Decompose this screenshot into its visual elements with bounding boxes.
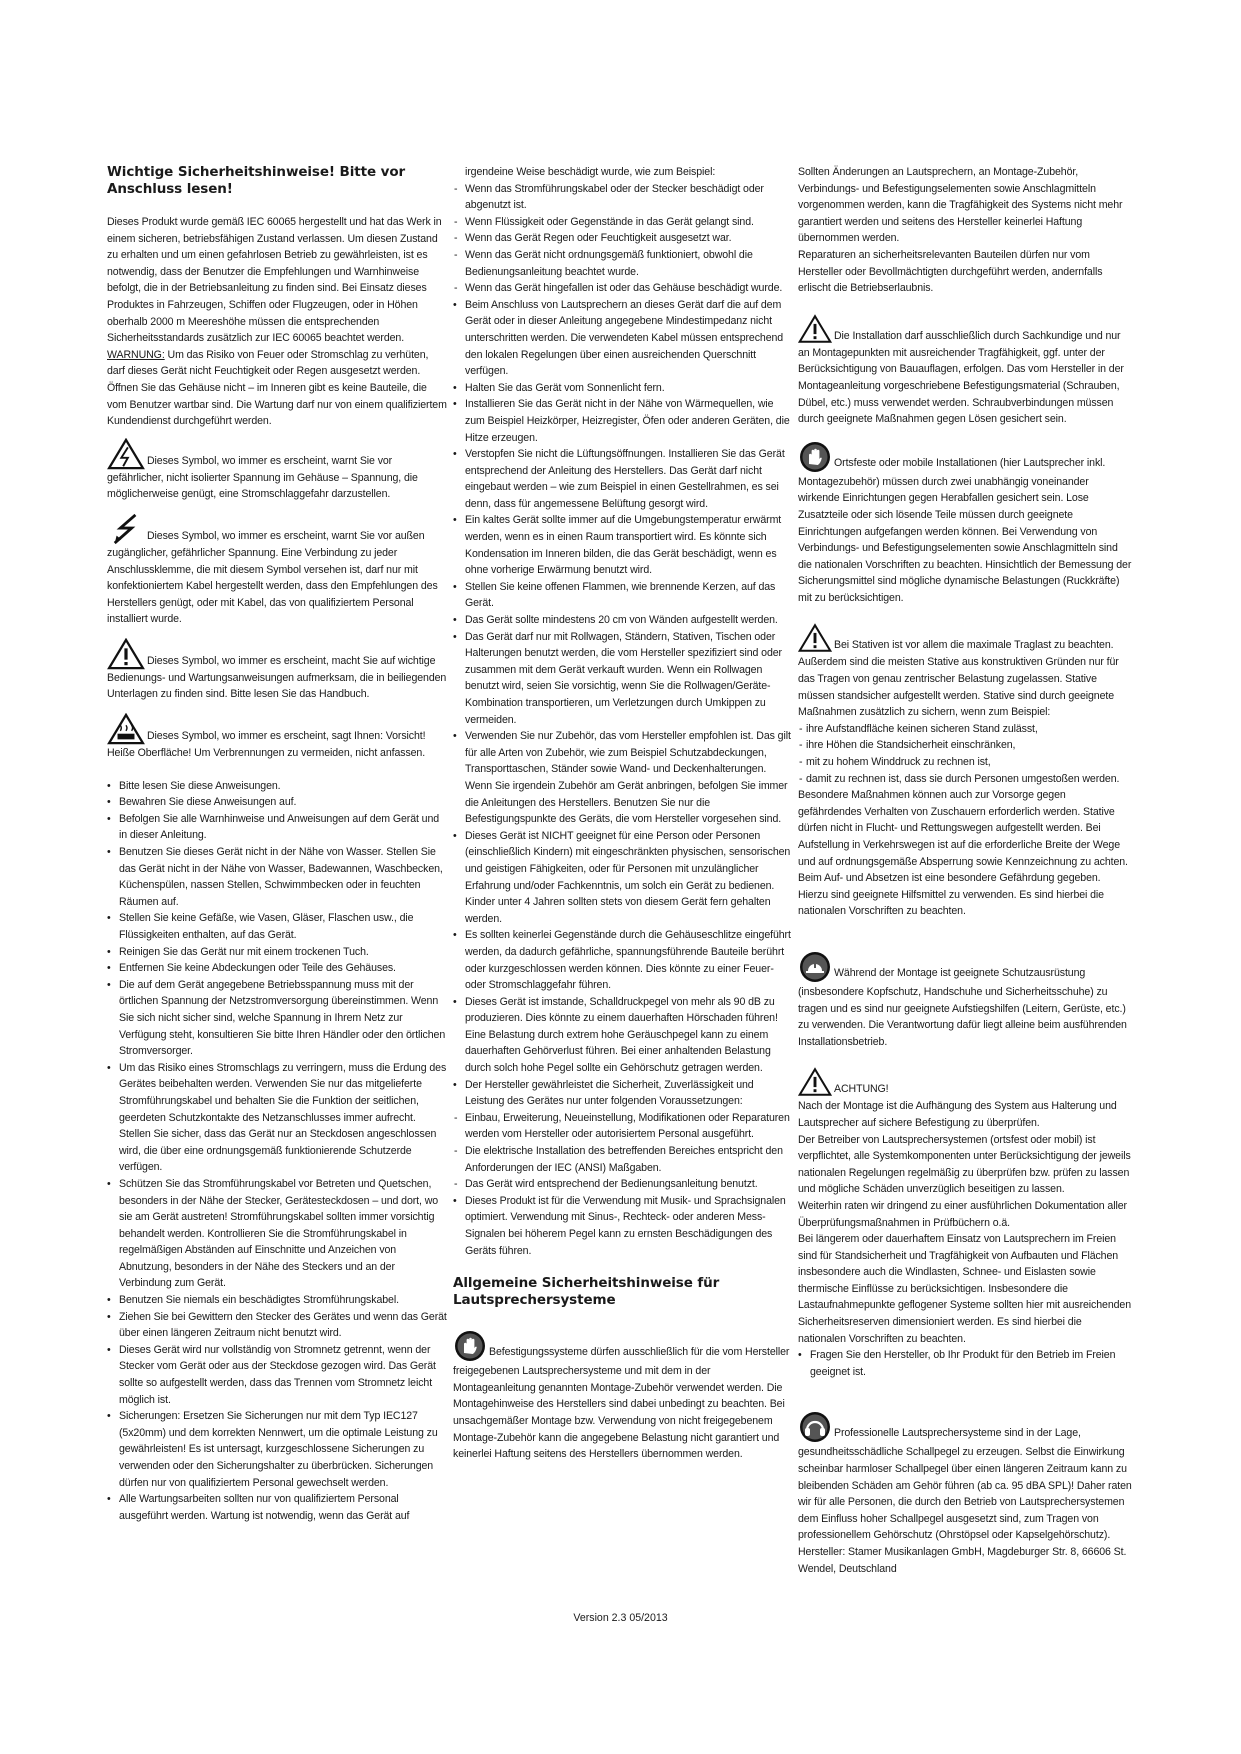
symbol-explanation-hot-surface — [107, 713, 447, 762]
column-left — [107, 164, 447, 1524]
list-item: • Reinigen Sie das Gerät nur mit einem trockenen Tuch. — [107, 944, 447, 961]
fixed-installation-paragraph — [798, 440, 1132, 607]
special-measures-text: Besondere Maßnahmen können auch zur Vorsorge gegen gefährdendes Verhalten von Zuschauern erforderlich werden. Stative dürfen nicht in Flucht- und Rettungswegen aufgestellt werden. Bei Aufstellung in Verkehrswegen ist auf die erforderliche Breite der Wege und auf ordnungsgemäße Absperrung sowie Kennzeichnung zu achten. Beim Auf- und Absetzen ist eine besondere Gefährdung gegeben. Hierzu sind geeignete Hilfsmittel zu verwenden. Es sind hierbei die nationalen Vorschriften zu beachten. — [798, 789, 1128, 918]
installation-text: Die Installation darf ausschließlich durch Sachkundige und nur an Montagepunkten mit ausreichender Tragfähigkeit, ggf. unter der Berücksichtigung von Bauauflagen, erfolgen. Das vom Hersteller in der Montageanleitung vorgeschriebene Befestigungsmaterial (Schrauben, Dübel, etc.) muss verwendet werden. Schraubverbindungen müssen durch geeignete Maßnahmen gegen Lösen gesichert sein. — [798, 329, 1124, 426]
symbol-voltage-text: Dieses Symbol, wo immer es erscheint, warnt Sie vor gefährlicher, nicht isolierter Spannung im Gehäuse – Spannung, die möglicherweise genügt, eine Stromschlaggefahr darzustellen. — [107, 454, 418, 501]
list-item: - damit zu rechnen ist, dass sie durch Personen umgestoßen werden. — [798, 771, 1132, 788]
column-right — [798, 164, 1132, 1577]
conditions-list — [453, 1110, 795, 1193]
caution-block — [798, 1066, 1132, 1380]
continuation-line: irgendeine Weise beschädigt wurde, wie zum Beispiel: — [465, 166, 716, 178]
modification-paragraph: Sollten Änderungen an Lautsprechern, an Montage-Zubehör, Verbindungs- und Befestigungselementen sowie Anschlagmitteln vorgenommen werden, kann die Tragfähigkeit des Systems nicht mehr garantiert werden und seitens des Hersteller keinerlei Haftung übernommen werden. — [798, 166, 1123, 245]
list-item: - mit zu hohem Winddruck zu rechnen ist, — [798, 754, 1132, 771]
safety-bullet-list — [107, 778, 447, 1525]
ear-protection-circle-icon — [798, 1410, 832, 1444]
list-item: • Das Gerät sollte mindestens 20 cm von Wänden aufgestellt werden. — [453, 612, 795, 629]
list-item: - Die elektrische Installation des betreffenden Bereiches entspricht den Anforderungen der IEC (ANSI) Maßgaben. — [453, 1143, 795, 1176]
symbol-exclamation-text: Dieses Symbol, wo immer es erscheint, macht Sie auf wichtige Bedienungs- und Wartungsanweisungen aufmerksam, die in beiliegenden Unterlagen zu finden sind. Bitte lesen Sie das Handbuch. — [107, 654, 447, 701]
damage-conditions-list — [453, 181, 795, 297]
list-item: - ihre Aufstandfläche keinen sicheren Stand zulässt, — [798, 721, 1132, 738]
list-item: • Stellen Sie keine offenen Flammen, wie brennende Kerzen, auf das Gerät. — [453, 579, 795, 612]
signal-bullet-list — [453, 1193, 795, 1259]
list-item: • Installieren Sie das Gerät nicht in der Nähe von Wärmequellen, wie zum Beispiel Heizkörper, Heizregister, Öfen oder anderen Geräten, die Hitze erzeugen. — [453, 396, 795, 446]
hearing-protection-text: Professionelle Lautsprechersysteme sind in der Lage, gesundheitsschädliche Schallpegel zu erzeugen. Selbst die Einwirkung scheinbar harmloser Schallpegel über einen längeren Zeitraum kann zu bleibenden Schäden am Gehör führen (ab ca. 95 dBA SPL)! Daher raten wir für alle Personen, die durch den Betrieb von Lautsprechersystemen dem Einfluss hoher Schallpegel ausgesetzt sind, zum Tragen von professionellem Gehörschutz (Ohrstöpsel oder Kapselgehörschutz). — [798, 1427, 1132, 1542]
list-item: - Wenn das Gerät nicht ordnungsgemäß funktioniert, obwohl die Bedienungsanleitung beachtet wurde. — [453, 247, 795, 280]
list-item: • Bitte lesen Sie diese Anweisungen. — [107, 778, 447, 795]
caution-paragraph-4: Bei längerem oder dauerhaftem Einsatz von Lautsprechern im Freien sind für Standsicherheit und Tragfähigkeit von Aufbauten und Flächen insbesondere auch die Windlasten, Schnee- und Eislasten sowie thermische Einflüsse zu berücksichtigen. Insbesondere die Lastaufnahmepunkte geflogener Systeme sollten hier mit ausreichenden Sicherheitsreserven dimensioniert werden. Es sind hierbei die nationalen Vorschriften zu beachten. — [798, 1233, 1131, 1345]
stand-text: Bei Stativen ist vor allem die maximale Traglast zu beachten. Außerdem sind die meisten Stative aus konstruktiven Gründen nur für das Tragen von genau zentrischer Belastung zugelassen. Stative müssen standsicher aufgestellt werden. Stative sind durch geeignete Maßnahmen zusätzlich zu sichern, wenn zum Beispiel: — [798, 639, 1119, 719]
caution-paragraph-3: Weiterhin raten wir dringend zu einer ausführlichen Dokumentation aller Überprüfungsmaßnahmen in Prüfbüchern o.ä. — [798, 1199, 1127, 1229]
list-item: - Wenn Flüssigkeit oder Gegenstände in das Gerät gelangt sind. — [453, 214, 795, 231]
list-item: • Ein kaltes Gerät sollte immer auf die Umgebungstemperatur erwärmt werden, wenn es in einen Raum transportiert wird. Es könnte sich Kondensation im Inneren bilden, die das Gerät beschädigt, wenn es ohne vorherige Erwärmung benutzt wird. — [453, 512, 795, 578]
list-item: - Wenn das Gerät hingefallen ist oder das Gehäuse beschädigt wurde. — [453, 280, 795, 297]
intro-paragraph: Dieses Produkt wurde gemäß IEC 60065 hergestellt und hat das Werk in einem sicheren, betriebsfähigen Zustand verlassen. Um diesen Zustand zu erhalten und um einen gefahrlosen Betrieb zu gewährleisten, ist es notwendig, dass der Benutzer die Empfehlungen und Warnhinweise befolgt, die in der Betriebsanleitung zu finden sind. Bei Einsatz dieses Produktes in Fahrzeugen, Schiffen oder Flugzeugen, oder in Höhen oberhalb 2000 m Meereshöhe müssen die entsprechenden Sicherheitsstandards zusätzlich zur IEC 60065 beachtet werden. — [107, 216, 442, 345]
exclamation-triangle-icon — [798, 313, 832, 345]
list-item: • Verwenden Sie nur Zubehör, das vom Hersteller empfohlen ist. Das gilt für alle Arten von Zubehör, wie zum Beispiel Schutzabdeckungen, Transporttaschen, Ständer sowie Wand- und Deckenhalterungen. Wenn Sie irgendein Zubehör am Gerät anbringen, befolgen Sie immer die Anleitungen des Herstellers. Benutzen Sie nur die Befestigungspunkte des Geräts, die vom Hersteller vorgesehen sind. — [453, 728, 795, 828]
voltage-warning-triangle-icon — [107, 438, 145, 470]
protective-equipment-text: Während der Montage ist geeignete Schutzausrüstung (insbesondere Kopfschutz, Handschuhe und Sicherheitsschuhe) zu tragen und es sind nur geeignete Aufstiegshilfen (Leitern, Gerüste, etc.) zu verwenden. Die Verantwortung dafür liegt alleine beim ausführenden Installationsbetrieb. — [798, 966, 1127, 1048]
list-item: • Benutzen Sie dieses Gerät nicht in der Nähe von Wasser. Stellen Sie das Gerät nicht in der Nähe von Wasser, Badewannen, Waschbecken, Küchenspülen, nassen Stellen, Schwimmbecken oder in feuchten Räumen auf. — [107, 844, 447, 910]
warning-text: Um das Risiko von Feuer oder Stromschlag zu verhüten, darf dieses Gerät nicht Feuchtigkeit oder Regen ausgesetzt werden. Öffnen Sie das Gehäuse nicht – im Inneren gibt es keine Bauteile, die vom Benutzer wartbar sind. Die Wartung darf nur von einem qualifiziertem Kundendienst durchgeführt werden. — [107, 348, 447, 428]
list-item: • Fragen Sie den Hersteller, ob Ihr Produkt für den Betrieb im Freien geeignet ist. — [798, 1347, 1132, 1380]
column-middle — [453, 164, 795, 1463]
list-item: • Dieses Produkt ist für die Verwendung mit Musik- und Sprachsignalen optimiert. Verwendung mit Sinus-, Rechteck- oder anderen Mess-Signalen bei höherem Pegel kann zu ernsten Beschädigungen des Geräts führen. — [453, 1193, 795, 1259]
stop-hand-circle-icon — [798, 440, 832, 474]
version-footer: Version 2.3 05/2013 — [573, 1612, 668, 1624]
hot-surface-triangle-icon — [107, 713, 145, 745]
mounting-text: Befestigungssysteme dürfen ausschließlich für die vom Hersteller freigegebenen Lautsprechersysteme und mit dem in der Montageanleitung genannten Montage-Zubehör verwendet werden. Die Montagehinweise des Herstellers sind dabei unbedingt zu beachten. Bei unsachgemäßer Montage bzw. Verwendung von nicht freigegebenem Montage-Zubehör kann die angegebene Belastung nicht garantiert und keinerlei Haftung seitens des Herstellers übernommen werden. — [453, 1346, 790, 1461]
caution-paragraph-2: Der Betreiber von Lautsprechersystemen (ortsfest oder mobil) ist verpflichtet, alle Systemkomponenten unter Berücksichtigung der jeweils nationalen Regelungen regelmäßig zu überprüfen bzw. prüfen zu lassen und mögliche Schäden unverzüglich beseitigen zu lassen. — [798, 1133, 1131, 1196]
exclamation-triangle-icon — [798, 1066, 832, 1098]
list-item: • Entfernen Sie keine Abdeckungen oder Teile des Gehäuses. — [107, 960, 447, 977]
list-item: - ihre Höhen die Standsicherheit einschränken, — [798, 737, 1132, 754]
mounting-paragraph — [453, 1329, 795, 1463]
list-item: • Verstopfen Sie nicht die Lüftungsöffnungen. Installieren Sie das Gerät entsprechend der Anleitung des Herstellers. Das Gerät darf nicht eingebaut werden – wie zum Beispiel in einen Gestellrahmen, es sei denn, dass für angemessene Belüftung gesorgt wird. — [453, 446, 795, 512]
list-item: • Um das Risiko eines Stromschlags zu verringern, muss die Erdung des Gerätes beibehalten werden. Verwenden Sie nur das mitgelieferte Stromführungskabel und behalten Sie die Funktion der seitlichen, geerdeten Schutzkontakte des Netzanschlusses immer aufrecht. Stellen Sie sicher, dass das Gerät nur an Steckdosen angeschlossen wird, die über eine ordnungsgemäß funktionierende Schutzerde verfügen. — [107, 1060, 447, 1176]
protective-equipment-paragraph — [798, 950, 1132, 1050]
list-item: • Dieses Gerät ist imstande, Schalldruckpegel von mehr als 90 dB zu produzieren. Dies könnte zu einem dauerhaften Hörschaden führen! Eine Belastung durch extrem hohe Geräuschpegel kann zu einem dauerhaften Gehörverlust führen. Bei einer anhaltenden Belastung durch solch hohe Pegel sollte ein Gehörschutz getragen werden. — [453, 994, 795, 1077]
outdoor-bullet-list — [798, 1347, 1132, 1380]
list-item: • Die auf dem Gerät angegebene Betriebsspannung muss mit der örtlichen Spannung der Netzstromversorgung übereinstimmen. Wenn Sie sich nicht sicher sind, welche Spannung in Ihrem Netz zur Verfügung steht, konsultieren Sie bitte Ihren Händler oder den örtlichen Stromversorger. — [107, 977, 447, 1060]
exclamation-triangle-icon — [798, 622, 832, 654]
stop-hand-circle-icon — [453, 1329, 487, 1363]
manufacturer-address: Hersteller: Stamer Musikanlagen GmbH, Magdeburger Str. 8, 66606 St. Wendel, Deutschland — [798, 1546, 1127, 1575]
exclamation-triangle-icon — [107, 638, 145, 670]
list-item: • Beim Anschluss von Lautsprechern an dieses Gerät darf die auf dem Gerät oder in dieser Anleitung angegebene Mindestimpedanz nicht unterschritten werden. Die verwendeten Kabel müssen entsprechend den lokalen Regelungen über einen ausreichenden Querschnitt verfügen. — [453, 297, 795, 380]
warning-paragraph — [107, 347, 447, 430]
list-item: • Dieses Gerät ist NICHT geeignet für eine Person oder Personen (einschließlich Kindern) mit eingeschränkten physischen, sensorischen und geistigen Fähigkeiten, oder für Personen mit unzulänglicher Erfahrung und/oder Fachkenntnis, um solch ein Gerät zu bedienen. Kinder unter 4 Jahren sollten stets von diesem Gerät fern gehalten werden. — [453, 828, 795, 928]
list-item: • Schützen Sie das Stromführungskabel vor Betreten und Quetschen, besonders in der Nähe der Stecker, Gerätesteckdosen – und dort, wo sie am Gerät austreten! Stromführungskabel sollten immer vorsichtig behandelt werden. Kontrollieren Sie die Stromführungskabel in regelmäßigen Abständen auf Einschnitte und Anzeichen von Abnutzung, besonders in der Nähe des Steckers und an der Verbindung zum Gerät. — [107, 1176, 447, 1292]
list-item: • Benutzen Sie niemals ein beschädigtes Stromführungskabel. — [107, 1292, 447, 1309]
list-item: • Der Hersteller gewährleistet die Sicherheit, Zuverlässigkeit und Leistung des Gerätes nur unter folgenden Voraussetzungen: — [453, 1077, 795, 1110]
symbol-explanation-exclamation — [107, 638, 447, 703]
symbol-lightning-text: Dieses Symbol, wo immer es erscheint, warnt Sie vor außen zugänglicher, gefährlicher Spannung. Eine Verbindung zu jeder Anschlussklemme, die mit diesem Symbol versehen ist, darf nur mit konfektioniertem Kabel hergestellt werden, dass den Empfehlungen des Herstellers genügt, oder mit Kabel, das von qualifiziertem Personal installiert wurde. — [107, 529, 438, 626]
lightning-bolt-icon — [107, 513, 145, 545]
caution-paragraph-1: Nach der Montage ist die Aufhängung des System aus Halterung und Lautsprecher auf sichere Befestigung zu überprüfen. — [798, 1100, 1117, 1129]
list-item: • Ziehen Sie bei Gewittern den Stecker des Gerätes und wenn das Gerät über einen längeren Zeitraum nicht benutzt wird. — [107, 1309, 447, 1342]
list-item: - Wenn das Gerät Regen oder Feuchtigkeit ausgesetzt war. — [453, 230, 795, 247]
list-item: - Wenn das Stromführungskabel oder der Stecker beschädigt oder abgenutzt ist. — [453, 181, 795, 214]
main-heading: Wichtige Sicherheitshinweise! Bitte vor Anschluss lesen! — [107, 164, 406, 197]
warning-label: WARNUNG: — [107, 348, 165, 361]
caution-label: ACHTUNG! — [834, 1083, 889, 1096]
list-item: - Das Gerät wird entsprechend der Bedienungsanleitung benutzt. — [453, 1176, 795, 1193]
symbol-explanation-lightning — [107, 513, 447, 628]
list-item: • Sicherungen: Ersetzen Sie Sicherungen nur mit dem Typ IEC127 (5x20mm) und dem korrekten Nennwert, um die optimale Leistung zu gewährleisten! Es ist untersagt, kurzgeschlossene Sicherungen zu verwenden oder den Sicherungshalter zu überbrücken. Sicherungen dürfen nur von qualifiziertem Personal gewechselt werden. — [107, 1408, 447, 1491]
device-bullet-list — [453, 297, 795, 1110]
list-item: • Dieses Gerät wird nur vollständig von Stromnetz getrennt, wenn der Stecker vom Gerät oder aus der Steckdose gezogen wird. Das Gerät sollte so aufgestellt werden, dass das Trennen vom Stromnetz leicht möglich ist. — [107, 1342, 447, 1408]
speaker-safety-heading: Allgemeine Sicherheitshinweise für Lautsprechersysteme — [453, 1275, 720, 1309]
list-item: - Einbau, Erweiterung, Neueinstellung, Modifikationen oder Reparaturen werden vom Hersteller oder autorisiertem Personal ausgeführt. — [453, 1110, 795, 1143]
list-item: • Halten Sie das Gerät vom Sonnenlicht fern. — [453, 380, 795, 397]
installation-paragraph — [798, 313, 1132, 428]
list-item: • Es sollten keinerlei Gegenstände durch die Gehäuseschlitze eingeführt werden, da dadurch gefährliche, spannungsführende Bauteile berührt oder kurzgeschlossen werden können. Dies könnte zu einer Feuer- oder Stromschlaggefahr führen. — [453, 927, 795, 993]
stand-paragraph — [798, 622, 1132, 920]
symbol-explanation-voltage — [107, 438, 447, 503]
list-item: • Bewahren Sie diese Anweisungen auf. — [107, 794, 447, 811]
hearing-protection-paragraph — [798, 1410, 1132, 1577]
hard-hat-circle-icon — [798, 950, 832, 984]
list-item: • Alle Wartungsarbeiten sollten nur von qualifiziertem Personal ausgeführt werden. Wartung ist notwendig, wenn das Gerät auf — [107, 1491, 447, 1524]
fixed-installation-text: Ortsfeste oder mobile Installationen (hier Lautsprecher inkl. Montagezubehör) müssen durch zwei unabhängig voneinander wirkende Einrichtungen gegen Herabfallen gesichert sein. Lose Zusatzteile oder sich lösende Teile müssen durch geeignete Einrichtungen aufgefangen werden können. Bei Verwendung von Verbindungs- und Befestigungselementen sowie Anschlagmitteln sind die nationalen Vorschriften zu beachten. Hinsichtlich der Bemessung der Sicherungsmittel sind mögliche dynamische Belastungen (Ruckkräfte) mit zu berücksichtigen. — [798, 456, 1132, 604]
stand-conditions-list — [798, 721, 1132, 787]
list-item: • Befolgen Sie alle Warnhinweise und Anweisungen auf dem Gerät und in dieser Anleitung. — [107, 811, 447, 844]
symbol-hot-surface-text: Dieses Symbol, wo immer es erscheint, sagt Ihnen: Vorsicht! Heiße Oberfläche! Um Verbrennungen zu vermeiden, nicht anfassen. — [107, 730, 426, 760]
list-item: • Das Gerät darf nur mit Rollwagen, Ständern, Stativen, Tischen oder Halterungen benutzt werden, die vom Hersteller spezifiziert sind oder zusammen mit dem Gerät verkauft wurden. Wenn ein Rollwagen benutzt wird, seien Sie vorsichtig, wenn Sie die Rollwagen/Geräte-Kombination transportieren, um Verletzungen durch Umkippen zu vermeiden. — [453, 629, 795, 729]
list-item: • Stellen Sie keine Gefäße, wie Vasen, Gläser, Flaschen usw., die Flüssigkeiten enthalten, auf das Gerät. — [107, 910, 447, 943]
repair-paragraph: Reparaturen an sicherheitsrelevanten Bauteilen dürfen nur vom Hersteller oder Bevollmächtigten durchgeführt werden, andernfalls erlischt die Betriebserlaubnis. — [798, 248, 1103, 295]
